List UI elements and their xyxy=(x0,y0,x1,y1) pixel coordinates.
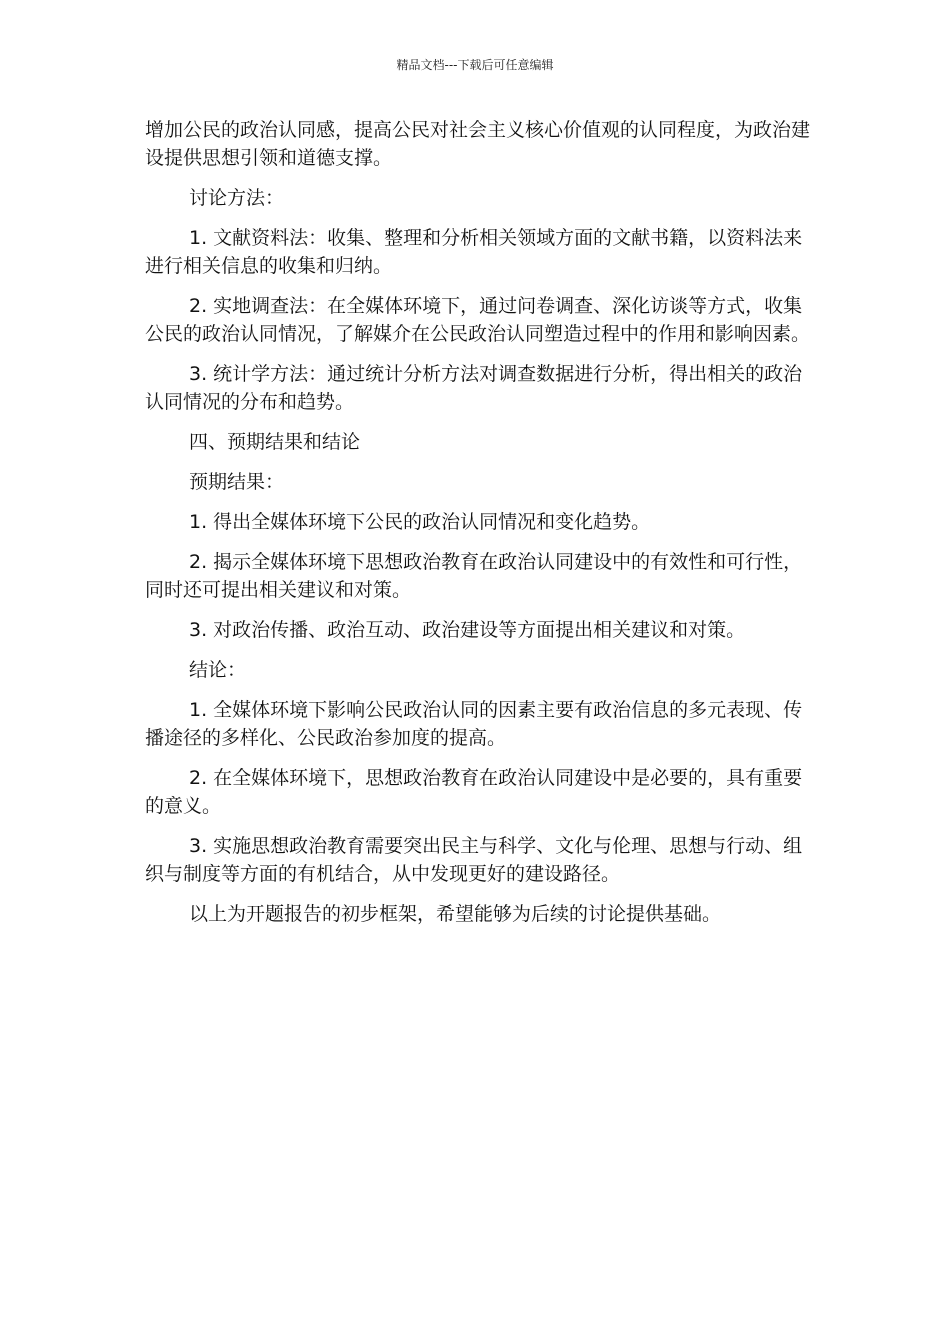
section-heading-expected-results: 四、预期结果和结论 xyxy=(189,431,361,453)
paragraph-result-2: 2. 揭示全媒体环境下思想政治教育在政治认同建设中的有效性和可行性，同时还可提出相关建议和对策。 xyxy=(145,551,803,601)
paragraph-result-3: 3. 对政治传播、政治互动、政治建设等方面提出相关建议和对策。 xyxy=(189,619,746,641)
page-header: 精品文档---下载后可任意编辑 xyxy=(396,58,554,72)
paragraph-conclusion-3: 3. 实施思想政治教育需要突出民主与科学、文化与伦理、思想与行动、组织与制度等方面的有机结合，从中发现更好的建设路径。 xyxy=(145,835,803,885)
paragraph-result-1: 1. 得出全媒体环境下公民的政治认同情况和变化趋势。 xyxy=(189,511,651,533)
paragraph-methods-heading: 讨论方法： xyxy=(189,187,285,209)
paragraph-method-1: 1. 文献资料法：收集、整理和分析相关领域方面的文献书籍，以资料法来进行相关信息的收集和归纳。 xyxy=(145,227,803,277)
paragraph-expected-results-label: 预期结果： xyxy=(189,471,285,493)
paragraph-intro-continuation: 增加公民的政治认同感，提高公民对社会主义核心价值观的认同程度，为政治建设提供思想引领和道德支撑。 xyxy=(145,119,811,169)
paragraph-conclusion-label: 结论： xyxy=(189,659,247,681)
paragraph-conclusion-1: 1. 全媒体环境下影响公民政治认同的因素主要有政治信息的多元表现、传播途径的多样化、公民政治参加度的提高。 xyxy=(145,699,803,749)
paragraph-conclusion-2: 2. 在全媒体环境下，思想政治教育在政治认同建设中是必要的，具有重要的意义。 xyxy=(145,767,803,817)
paragraph-method-2: 2. 实地调查法：在全媒体环境下，通过问卷调查、深化访谈等方式，收集公民的政治认同情况，了解媒介在公民政治认同塑造过程中的作用和影响因素。 xyxy=(145,295,811,345)
document-body xyxy=(145,116,810,940)
paragraph-closing: 以上为开题报告的初步框架，希望能够为后续的讨论提供基础。 xyxy=(189,903,722,925)
paragraph-method-3: 3. 统计学方法：通过统计分析方法对调查数据进行分析，得出相关的政治认同情况的分布和趋势。 xyxy=(145,363,803,413)
